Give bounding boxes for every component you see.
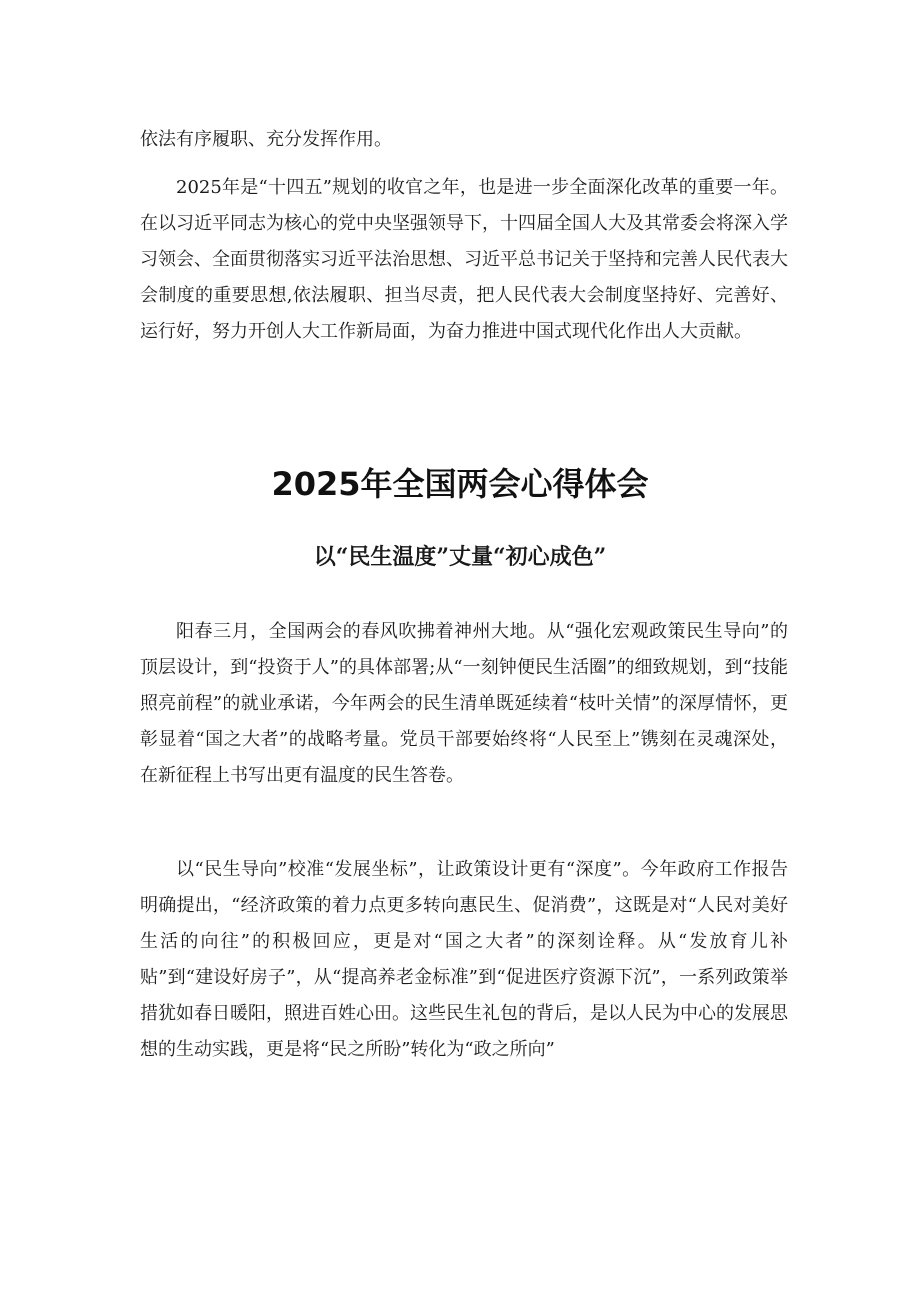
article-title: 2025年全国两会心得体会	[271, 465, 649, 503]
continuation-paragraph: 依法有序履职、充分发挥作用。	[140, 129, 392, 150]
body-paragraph-1: 阳春三月，全国两会的春风吹拂着神州大地。从“强化宏观政策民生导向”的顶层设计，到“投资于人”的具体部署;从“一刻钟便民生活圈”的细致规划，到“技能照亮前程”的就业承诺，今年两会的民生清单既延续着“枝叶关情”的深厚情怀，更彰显着“国之大者”的战略考量。党员干部要始终将“人民至上”镌刻在灵魂深处，在新征程上书写出更有温度的民生答卷。	[140, 621, 788, 786]
body-paragraph-2: 以“民生导向”校准“发展坐标”，让政策设计更有“深度”。今年政府工作报告明确提出，“经济政策的着力点更多转向惠民生、促消费”，这既是对“人民对美好生活的向往”的积极回应，更是对“国之大者”的深刻诠释。从“发放育儿补贴”到“建设好房子”，从“提高养老金标准”到“促进医疗资源下沉”，一系列政策举措犹如春日暖阳，照进百姓心田。这些民生礼包的背后，是以人民为中心的发展思想的生动实践，更是将“民之所盼”转化为“政之所向”	[140, 859, 788, 1060]
article-subtitle: 以“民生温度”丈量“初心成色”	[313, 544, 607, 570]
closing-paragraph: 2025年是“十四五”规划的收官之年，也是进一步全面深化改革的重要一年。在以习近平同志为核心的党中央坚强领导下，十四届全国人大及其常委会将深入学习领会、全面贯彻落实习近平法治思想、习近平总书记关于坚持和完善人民代表大会制度的重要思想,依法履职、担当尽责，把人民代表大会制度坚持好、完善好、运行好，努力开创人大工作新局面，为奋力推进中国式现代化作出人大贡献。	[140, 177, 788, 342]
